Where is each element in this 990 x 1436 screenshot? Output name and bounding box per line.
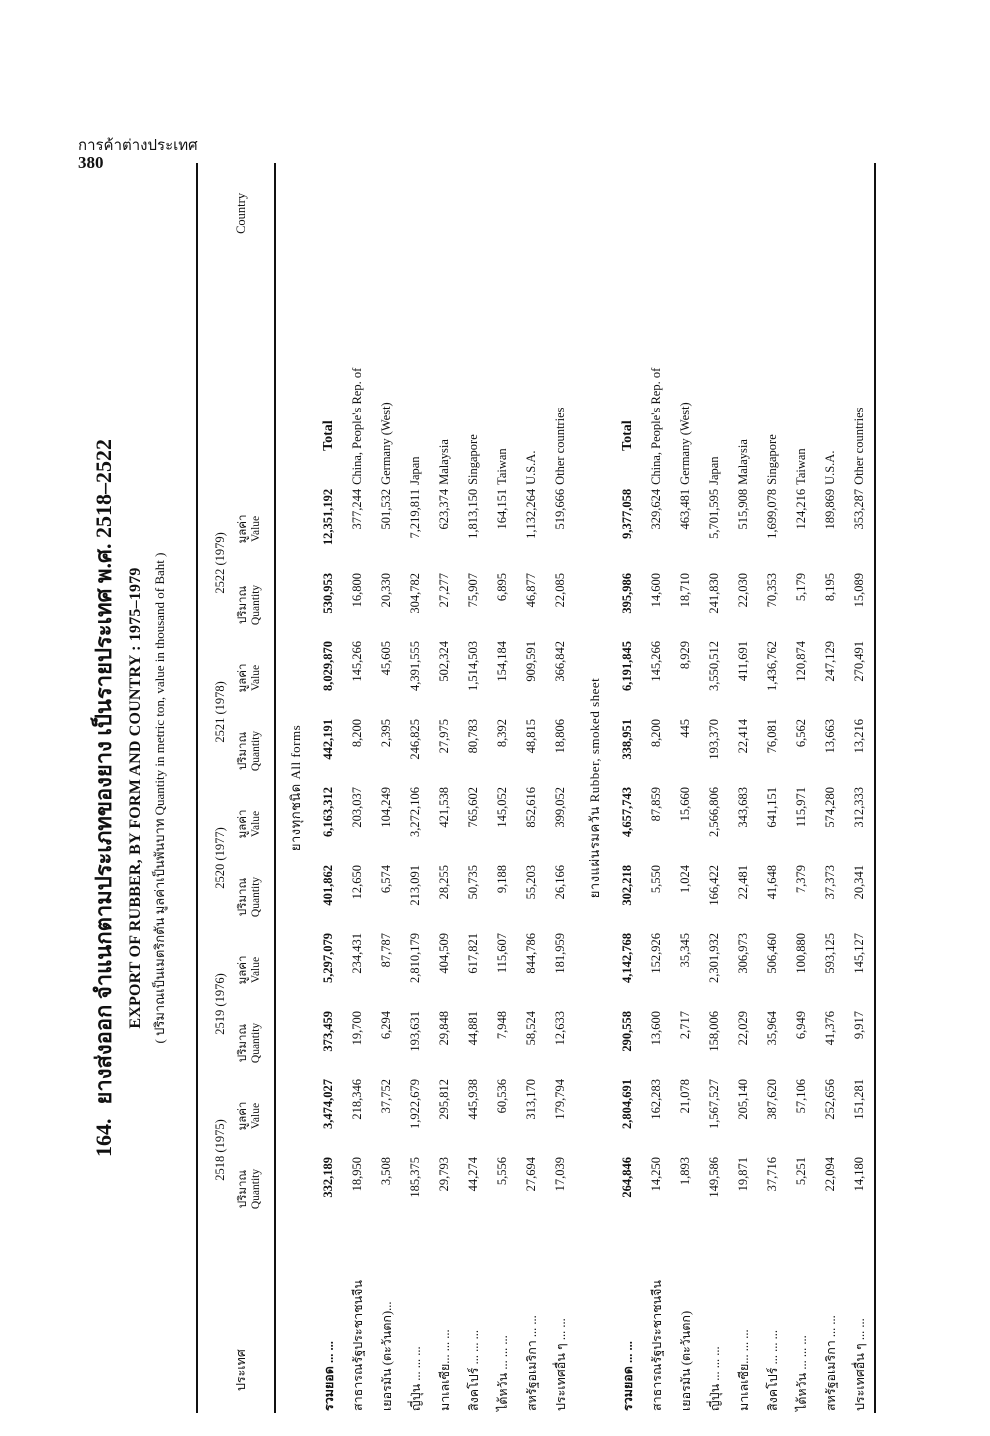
value-cell: 641,151 <box>765 786 779 828</box>
value-cell: 4,657,743 <box>620 786 634 837</box>
table-row <box>343 163 372 1413</box>
value-cell: 421,538 <box>437 786 451 828</box>
quantity-cell: 6,562 <box>794 718 808 748</box>
total-row <box>314 163 343 1413</box>
value-cell: 145,266 <box>350 640 364 682</box>
value-cell: 445,938 <box>466 1078 480 1120</box>
value-cell: 852,616 <box>524 786 538 828</box>
quantity-cell: 22,481 <box>736 864 750 900</box>
value-cell: 353,287 <box>852 488 866 530</box>
value-cell: 57,106 <box>794 1078 808 1114</box>
value-cell: 3,272,106 <box>408 786 422 837</box>
value-cell: 329,624 <box>649 488 663 530</box>
value-cell: 519,666 <box>553 488 567 530</box>
year-header-row <box>197 163 232 1413</box>
quantity-cell: 20,330 <box>379 572 393 608</box>
table-body <box>275 163 878 1413</box>
country-name-thai: สหรัฐอเมริกา ... ... <box>524 1315 539 1411</box>
quantity-cell: 290,558 <box>620 1010 634 1052</box>
value-cell: 8,029,870 <box>321 640 335 691</box>
quantity-cell: 304,782 <box>408 572 422 614</box>
country-name-thai: สาธารณรัฐประชาชนจีน <box>649 1280 664 1411</box>
quantity-cell: 401,862 <box>321 864 335 906</box>
country-name-english: U.S.A. <box>823 450 837 485</box>
value-cell: 1,436,762 <box>765 640 779 691</box>
country-name-thai: ประเทศอื่น ๆ ... ... <box>852 1318 867 1411</box>
quantity-cell: 2,717 <box>678 1010 692 1040</box>
table-row <box>372 163 401 1413</box>
table-row <box>671 163 700 1413</box>
page-number: 380 <box>78 153 104 172</box>
country-name-thai: สิงคโปร์ ... ... ... <box>765 1330 780 1411</box>
table-row <box>845 163 875 1413</box>
quantity-cell: 9,188 <box>495 864 509 894</box>
country-name-english: Japan <box>408 456 422 485</box>
value-cell: 2,301,932 <box>707 932 721 983</box>
quantity-cell: 5,556 <box>495 1157 509 1186</box>
value-cell: 5,701,595 <box>707 488 721 539</box>
value-cell: 37,752 <box>379 1078 393 1114</box>
country-name-english: China, People's Rep. of <box>649 367 663 485</box>
value-cell: 164,151 <box>495 488 509 530</box>
rotated-table-page <box>84 183 924 1413</box>
value-cell: 87,859 <box>649 786 663 822</box>
value-cell: 399,052 <box>553 786 567 828</box>
section-label: ยางแผ่นรมควัน Rubber, smoked sheet <box>586 677 602 899</box>
value-cell: 6,163,312 <box>321 786 335 837</box>
table-row <box>459 163 488 1413</box>
quantity-cell: 46,877 <box>524 572 538 608</box>
year-header: 2522 (1979) <box>197 487 232 639</box>
quantity-cell: 29,848 <box>437 1010 451 1046</box>
quantity-cell: 48,815 <box>524 718 538 754</box>
quantity-cell: 7,379 <box>794 864 808 894</box>
table-row <box>517 163 546 1413</box>
year-header: 2520 (1977) <box>197 785 232 931</box>
quantity-cell: 12,650 <box>350 864 364 900</box>
value-header: มูลค่า Value <box>232 487 275 571</box>
quantity-header: ปริมาณ Quantity <box>232 1155 275 1223</box>
table-row <box>700 163 729 1413</box>
table-row <box>546 163 575 1413</box>
value-cell: 506,460 <box>765 932 779 974</box>
quantity-cell: 8,392 <box>495 718 509 748</box>
quantity-cell: 5,251 <box>794 1157 808 1186</box>
quantity-cell: 27,975 <box>437 718 451 754</box>
value-cell: 205,140 <box>736 1078 750 1120</box>
country-name-english: Malaysia <box>736 439 750 485</box>
quantity-cell: 20,341 <box>852 864 866 900</box>
value-cell: 21,078 <box>678 1078 692 1114</box>
value-cell: 1,813,150 <box>466 488 480 539</box>
quantity-cell: 5,550 <box>649 864 663 894</box>
value-header: มูลค่า Value <box>232 639 275 717</box>
quantity-cell: 37,373 <box>823 864 837 900</box>
country-name-thai: ญี่ปุ่น ... ... ... <box>408 1346 423 1411</box>
year-header: 2521 (1978) <box>197 639 232 785</box>
quantity-cell: 332,189 <box>321 1157 335 1198</box>
country-name-thai: สาธารณรัฐประชาชนจีน <box>350 1280 365 1411</box>
value-cell: 145,127 <box>852 932 866 974</box>
value-cell: 5,297,079 <box>321 932 335 983</box>
quantity-cell: 8,200 <box>350 718 364 748</box>
value-cell: 115,971 <box>794 786 808 828</box>
quantity-cell: 1,893 <box>678 1157 692 1186</box>
quantity-cell: 18,710 <box>678 572 692 608</box>
value-cell: 152,926 <box>649 932 663 974</box>
table-bottom-rule <box>875 163 878 1413</box>
quantity-header: ปริมาณ Quantity <box>232 571 275 639</box>
country-name-english: Total <box>619 420 635 451</box>
quantity-cell: 37,716 <box>765 1157 779 1192</box>
country-name-english: Germany (West) <box>678 402 692 485</box>
value-cell: 12,351,192 <box>321 488 335 546</box>
value-cell: 1,132,264 <box>524 488 538 539</box>
value-cell: 218,346 <box>350 1078 364 1120</box>
value-cell: 1,922,679 <box>408 1078 422 1129</box>
quantity-cell: 193,631 <box>408 1010 422 1052</box>
quantity-cell: 166,422 <box>707 864 721 906</box>
country-name-english: China, People's Rep. of <box>350 367 364 485</box>
value-cell: 501,532 <box>379 488 393 530</box>
quantity-cell: 442,191 <box>321 718 335 760</box>
quantity-header: ปริมาณ Quantity <box>232 717 275 785</box>
value-cell: 2,566,806 <box>707 786 721 837</box>
value-header: มูลค่า Value <box>232 931 275 1009</box>
year-header: 2518 (1975) <box>197 1077 232 1223</box>
section-header-row <box>275 163 314 1413</box>
value-cell: 234,431 <box>350 932 364 974</box>
value-cell: 60,536 <box>495 1078 509 1114</box>
table-title-english: EXPORT OF RUBBER, BY FORM AND COUNTRY : 1975–1979 <box>127 567 144 1029</box>
quantity-cell: 27,694 <box>524 1157 538 1192</box>
value-cell: 4,391,555 <box>408 640 422 691</box>
quantity-cell: 26,166 <box>553 864 567 900</box>
value-cell: 306,973 <box>736 932 750 974</box>
country-name-english: Malaysia <box>437 439 451 485</box>
section-header-row <box>575 163 613 1413</box>
country-name-thai: มาเลเซีย... ... ... <box>437 1329 452 1411</box>
quantity-cell: 19,700 <box>350 1010 364 1046</box>
value-header: มูลค่า Value <box>232 1077 275 1155</box>
table-row <box>642 163 671 1413</box>
country-name-english: U.S.A. <box>524 450 538 485</box>
value-cell: 145,266 <box>649 640 663 682</box>
country-name-english: Singapore <box>466 434 480 485</box>
quantity-cell: 14,250 <box>649 1157 663 1192</box>
quantity-cell: 302,218 <box>620 864 634 906</box>
value-cell: 181,959 <box>553 932 567 974</box>
quantity-cell: 149,586 <box>707 1157 721 1198</box>
value-cell: 189,869 <box>823 488 837 530</box>
value-cell: 8,929 <box>678 640 692 670</box>
country-name-thai: รวมยอด ... ... <box>620 1341 635 1411</box>
value-cell: 343,683 <box>736 786 750 828</box>
quantity-cell: 70,353 <box>765 572 779 608</box>
value-cell: 4,142,768 <box>620 932 634 983</box>
quantity-cell: 18,950 <box>350 1157 364 1192</box>
value-cell: 104,249 <box>379 786 393 828</box>
value-cell: 2,810,179 <box>408 932 422 983</box>
value-cell: 404,509 <box>437 932 451 974</box>
table-bottom-rule-cell <box>875 163 878 1413</box>
value-cell: 100,880 <box>794 932 808 974</box>
value-cell: 593,125 <box>823 932 837 974</box>
quantity-cell: 58,524 <box>524 1010 538 1046</box>
value-cell: 179,794 <box>553 1078 567 1120</box>
value-cell: 617,821 <box>466 932 480 974</box>
country-name-thai: เยอรมัน (ตะวันตก)... <box>379 1301 394 1411</box>
value-cell: 124,216 <box>794 488 808 530</box>
quantity-cell: 15,089 <box>852 572 866 608</box>
value-cell: 87,787 <box>379 932 393 968</box>
value-cell: 15,660 <box>678 786 692 822</box>
value-cell: 313,170 <box>524 1078 538 1120</box>
quantity-cell: 264,846 <box>620 1157 634 1198</box>
quantity-cell: 8,195 <box>823 572 837 602</box>
quantity-cell: 41,376 <box>823 1010 837 1046</box>
value-cell: 574,280 <box>823 786 837 828</box>
quantity-cell: 7,948 <box>495 1010 509 1040</box>
country-name-english: Other countries <box>553 407 567 485</box>
value-cell: 270,491 <box>852 640 866 682</box>
value-cell: 9,377,058 <box>620 488 634 539</box>
value-cell: 115,607 <box>495 932 509 974</box>
table-title-thai: 164.ยางส่งออก จำแนกตามประเภทของยาง เป็นรายประเทศ พ.ศ. 2518–2522 <box>91 438 116 1158</box>
value-cell: 154,184 <box>495 640 509 682</box>
quantity-cell: 9,917 <box>852 1010 866 1040</box>
country-name-thai: มาเลเซีย... ... ... <box>736 1329 751 1411</box>
value-cell: 35,345 <box>678 932 692 968</box>
quantity-cell: 13,600 <box>649 1010 663 1046</box>
value-cell: 252,656 <box>823 1078 837 1120</box>
country-name-thai: ไต้หวัน ... ... ... <box>794 1335 809 1411</box>
quantity-cell: 6,294 <box>379 1010 393 1040</box>
quantity-cell: 185,375 <box>408 1157 422 1198</box>
quantity-cell: 445 <box>678 718 692 738</box>
value-cell: 377,244 <box>350 488 364 530</box>
table-row <box>758 163 787 1413</box>
value-cell: 162,283 <box>649 1078 663 1120</box>
value-cell: 387,620 <box>765 1078 779 1120</box>
quantity-cell: 29,793 <box>437 1157 451 1192</box>
value-cell: 45,605 <box>379 640 393 676</box>
quantity-cell: 12,633 <box>553 1010 567 1046</box>
table-row <box>430 163 459 1413</box>
value-cell: 2,804,691 <box>620 1078 634 1129</box>
value-cell: 844,786 <box>524 932 538 974</box>
country-name-thai: ประเทศอื่น ๆ ... ... <box>553 1318 568 1411</box>
value-cell: 145,052 <box>495 786 509 828</box>
quantity-cell: 14,600 <box>649 572 663 608</box>
table-row <box>401 163 430 1413</box>
quantity-cell: 246,825 <box>408 718 422 760</box>
value-cell: 1,699,078 <box>765 488 779 539</box>
quantity-cell: 1,024 <box>678 864 692 894</box>
value-cell: 515,908 <box>736 488 750 530</box>
quantity-cell: 530,953 <box>321 572 335 614</box>
quantity-header: ปริมาณ Quantity <box>232 1009 275 1077</box>
value-cell: 120,874 <box>794 640 808 682</box>
country-name-english: Taiwan <box>794 448 808 485</box>
quantity-cell: 193,370 <box>707 718 721 760</box>
year-header: 2519 (1976) <box>197 931 232 1077</box>
country-name-english: Total <box>320 420 336 451</box>
table-row <box>816 163 845 1413</box>
quantity-cell: 6,949 <box>794 1010 808 1040</box>
value-cell: 151,281 <box>852 1078 866 1120</box>
value-cell: 502,324 <box>437 640 451 682</box>
quantity-cell: 16,800 <box>350 572 364 608</box>
value-cell: 765,602 <box>466 786 480 828</box>
value-cell: 463,481 <box>678 488 692 530</box>
quantity-cell: 338,951 <box>620 718 634 760</box>
table-title-block <box>84 183 194 1413</box>
quantity-cell: 158,006 <box>707 1010 721 1052</box>
quantity-cell: 55,203 <box>524 864 538 900</box>
country-name-thai: ญี่ปุ่น ... ... ... <box>707 1346 722 1411</box>
value-cell: 1,514,503 <box>466 640 480 691</box>
table-row <box>488 163 517 1413</box>
quantity-cell: 17,039 <box>553 1157 567 1192</box>
quantity-cell: 373,459 <box>321 1010 335 1052</box>
quantity-cell: 2,395 <box>379 718 393 748</box>
quantity-cell: 41,648 <box>765 864 779 900</box>
quantity-cell: 5,179 <box>794 572 808 602</box>
value-cell: 312,333 <box>852 786 866 828</box>
page-header <box>78 136 198 172</box>
quantity-cell: 44,274 <box>466 1157 480 1192</box>
rubber-export-table <box>196 163 878 1413</box>
section-label: ยางทุกชนิด All forms <box>287 724 303 852</box>
table-row <box>729 163 758 1413</box>
quantity-cell: 27,277 <box>437 572 451 608</box>
value-cell: 909,591 <box>524 640 538 682</box>
value-cell: 247,129 <box>823 640 837 682</box>
country-name-thai: รวมยอด ... ... <box>321 1341 336 1411</box>
value-cell: 1,567,527 <box>707 1078 721 1129</box>
quantity-cell: 22,029 <box>736 1010 750 1046</box>
total-row <box>613 163 642 1413</box>
quantity-cell: 3,508 <box>379 1157 393 1186</box>
quantity-cell: 8,200 <box>649 718 663 748</box>
quantity-cell: 18,806 <box>553 718 567 754</box>
value-cell: 623,374 <box>437 488 451 530</box>
quantity-cell: 14,180 <box>852 1157 866 1192</box>
value-cell: 411,691 <box>736 640 750 682</box>
country-name-thai: เยอรมัน (ตะวันตก) <box>678 1310 693 1411</box>
quantity-cell: 50,735 <box>466 864 480 900</box>
quantity-cell: 241,830 <box>707 572 721 614</box>
value-header: มูลค่า Value <box>232 785 275 863</box>
country-name-thai: ไต้หวัน ... ... ... <box>495 1335 510 1411</box>
value-cell: 295,812 <box>437 1078 451 1120</box>
page-section-label: การค้าต่างประเทศ <box>78 136 198 154</box>
table-unit-note: ( ปริมาณเป็นเมตริกตัน มูลค่าเป็นพันบาท Quantity in metric ton, value in thousand of Baht ) <box>152 552 167 1044</box>
country-header-english: Country <box>197 163 275 487</box>
country-name-english: Germany (West) <box>379 402 393 485</box>
value-cell: 7,219,811 <box>408 488 422 539</box>
quantity-cell: 22,030 <box>736 572 750 608</box>
quantity-cell: 35,964 <box>765 1010 779 1046</box>
value-cell: 3,474,027 <box>321 1078 335 1129</box>
quantity-cell: 75,907 <box>466 572 480 608</box>
quantity-cell: 13,663 <box>823 718 837 754</box>
quantity-cell: 28,255 <box>437 864 451 900</box>
quantity-cell: 22,414 <box>736 718 750 754</box>
quantity-cell: 22,094 <box>823 1157 837 1192</box>
country-name-thai: สหรัฐอเมริกา ... ... <box>823 1315 838 1411</box>
value-cell: 366,842 <box>553 640 567 682</box>
table-number: 164. <box>91 1118 116 1158</box>
quantity-cell: 22,085 <box>553 572 567 608</box>
value-cell: 6,191,845 <box>620 640 634 691</box>
quantity-cell: 6,895 <box>495 572 509 602</box>
quantity-header: ปริมาณ Quantity <box>232 863 275 931</box>
country-header-thai: ประเทศ <box>197 1223 275 1413</box>
quantity-cell: 395,986 <box>620 572 634 614</box>
country-name-english: Japan <box>707 456 721 485</box>
value-cell: 203,037 <box>350 786 364 828</box>
country-name-english: Singapore <box>765 434 779 485</box>
quantity-cell: 76,081 <box>765 718 779 754</box>
quantity-cell: 213,091 <box>408 864 422 906</box>
value-cell: 3,550,512 <box>707 640 721 691</box>
quantity-cell: 6,574 <box>379 864 393 894</box>
country-name-english: Taiwan <box>495 448 509 485</box>
quantity-cell: 19,871 <box>736 1157 750 1192</box>
country-name-english: Other countries <box>852 407 866 485</box>
quantity-cell: 44,881 <box>466 1010 480 1046</box>
table-row <box>787 163 816 1413</box>
country-name-thai: สิงคโปร์ ... ... ... <box>466 1330 481 1411</box>
quantity-cell: 80,783 <box>466 718 480 754</box>
quantity-cell: 13,216 <box>852 718 866 754</box>
